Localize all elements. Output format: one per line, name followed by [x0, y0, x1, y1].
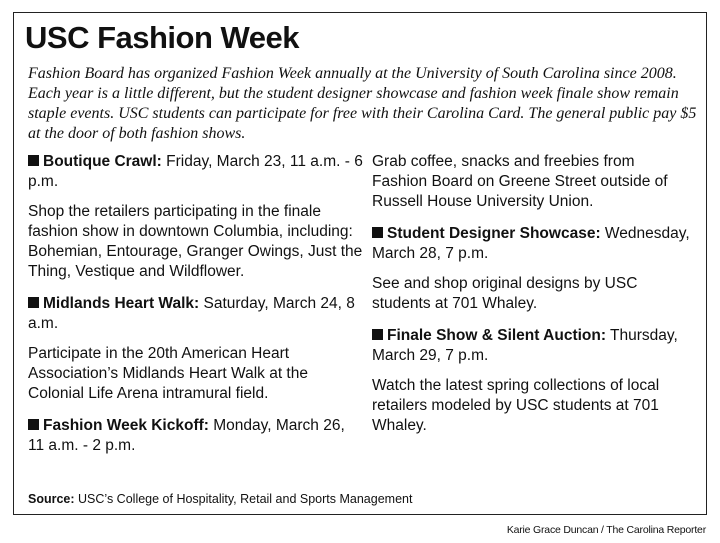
event-name: Student Designer Showcase: [387, 225, 601, 242]
event-heading [28, 416, 363, 456]
event-description: Watch the latest spring collections of local retailers modeled by USC students at 701 Whaley. [372, 377, 660, 434]
event-name: Boutique Crawl: [43, 153, 162, 170]
event-description: See and shop original designs by USC students at 701 Whaley. [372, 275, 638, 312]
black-square-icon [28, 155, 39, 166]
event-heading [28, 152, 363, 192]
event-description: Participate in the 20th American Heart Association’s Midlands Heart Walk at the Colonial Life Arena intramural field. [28, 345, 308, 402]
black-square-icon [372, 227, 383, 238]
event-name: Fashion Week Kickoff: [43, 417, 209, 434]
source-text: USC’s College of Hospitality, Retail and Sports Management [74, 492, 413, 506]
photo-credit: Karie Grace Duncan / The Carolina Reporter [506, 524, 706, 536]
event-time: Wednesday, March 28, 7 p.m. [372, 225, 690, 262]
event-time: Thursday, March 29, 7 p.m. [372, 327, 678, 364]
event-description: Grab coffee, snacks and freebies from Fashion Board on Greene Street outside of Russell House University Union. [372, 153, 668, 210]
source-label: Source: [28, 492, 75, 506]
event-time: Friday, March 23, 11 a.m. - 6 p.m. [28, 153, 363, 190]
event-description: Shop the retailers participating in the finale fashion show in downtown Columbia, including: Bohemian, Entourage, Granger Owings, Just the Thing, Vestique and Wildflower. [28, 203, 363, 280]
source-line [28, 492, 412, 506]
page-title: USC Fashion Week [25, 20, 299, 55]
events-column-right [372, 152, 692, 446]
intro-paragraph: Fashion Board has organized Fashion Week annually at the University of South Carolina since 2008. Each year is a little different, but the student designer showcase and fashion week finale show remain staple events. USC students can participate for free with their Carolina Card. The general public pay $5 at the door of both fashion shows. [28, 65, 697, 142]
event-name: Finale Show & Silent Auction: [387, 327, 607, 344]
event-time: Monday, March 26, 11 a.m. - 2 p.m. [28, 417, 345, 454]
event-heading [372, 326, 692, 366]
event-heading [28, 294, 363, 334]
event-time: Saturday, March 24, 8 a.m. [28, 295, 355, 332]
black-square-icon [28, 297, 39, 308]
event-name: Midlands Heart Walk: [43, 295, 200, 312]
event-heading [372, 224, 692, 264]
black-square-icon [28, 419, 39, 430]
black-square-icon [372, 329, 383, 340]
events-column-left [28, 152, 363, 466]
